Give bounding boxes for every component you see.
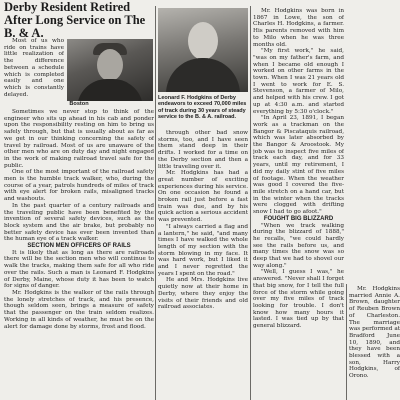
paragraph: "Well, I guess I was," he answered. "Never shall I forget that big snow, for I tell the full force of the storm while going over my five miles of track looking for trouble. I don't know how many hours it lasted. I was tied up by that general blizzard.: [253, 269, 344, 330]
paragraph: Sometimes we never stop to think of the engineer who sits up ahead in his cab and ponder upon the responsibility resting on him to bring us safely through, but that is usually about as far as we get in our thinking concerning the safety of travel by railroad. Most of us are unaware of the other men who are on duty day and night engaged in the work of making railroad travel safe for the public.: [4, 109, 154, 169]
paragraph: It is likely that as long as there are railroads there will be the section men who will continue to walk the tracks, making them safe for all who ride over the rails. Such a man is Leonard F. Hodgkins of Derby, Maine, whose duty it has been to watch for signs of danger.: [4, 249, 154, 290]
paragraph: "My first work," he said, "was on my father's farm, and when I became old enough I worked on other farms in the town. When I was 21 years old I went to work for E. S. Stevenson, a farmer of Milo, and helped with his crew. I got up at 4:30 a.m. and started everything by 5:30 o'clock.": [253, 48, 344, 115]
portrait-photo-left: [67, 39, 153, 101]
section-subhead: FOUGHT BIG BLIZZARD: [263, 215, 334, 222]
photo-caption-right: Leonard F. Hodgkins of Derby endeavors to exceed 70,000 miles of track during 30 years of steady service to the B. & A. railroad.: [158, 95, 247, 121]
paragraph: One of the most important of the railroad safety men is the humble track walker, who, during the course of a year, patrols hundreds of miles of track with eye alert for broken rails, misaligned tracks and washouts.: [4, 169, 154, 203]
paragraph: Mr. Hodgkins has had a great number of exciting experiences during his service. On one occasion he found a broken rail just before a fast train was due, and by his quick action a serious accident was prevented.: [158, 170, 248, 224]
article-column-4: [349, 286, 400, 400]
photo-caption-left: Boston: [69, 101, 89, 107]
column-rule: [250, 6, 251, 400]
portrait-photo-right: [158, 8, 248, 92]
column-rule: [155, 6, 156, 400]
paragraph: Most of us who ride on trains have little realization of the difference between a schedule which is completed easily and one which is constantly delayed.: [4, 38, 64, 98]
paragraph: "I always carried a flag and a lantern," he said, "and many times I have walked the whole length of my section with the storm blowing in my face. It was hard work, but I liked it and I never regretted the years I spent on the road.": [158, 223, 248, 277]
section-subhead: SECTION MEN OFFICERS OF RAILS: [27, 243, 131, 250]
paragraph: He and Mrs. Hodgkins live quietly now at their home in Derby, where they enjoy the visits of their friends and old railroad associates.: [158, 277, 248, 311]
paragraph: "In April 23, 1891, I began work as a trackman on the Bangor & Piscataquis railroad, which was later absorbed by the Bangor & Aroostook. My job was to inspect five miles of track each day, and for 33 years, until my retirement, I did my daily stint of five miles of footage. When the weather was good I covered the five-mile stretch on a hand car, but in the winter when the tracks were clogged with drifting snow I had to go afoot.": [253, 115, 344, 216]
paragraph: "When we track walking during the blizzard of 1888," he recalls, "we could hardly see the rails before us, and many times the snow was so deep that we had to shovel our way along.": [253, 222, 344, 269]
paragraph: In the past quarter of a century railroads and the traveling public have been benefited by the invention of several safety devices, such as the block system and the air brake, but probably no better safety device has ever been invented than the human eye of a track walker.: [4, 202, 154, 243]
paragraph: through other bad snow storms, too, and I have seen them stand deep in their drifts. I worked for a time on the Derby section and then a little traveling over it.: [158, 130, 248, 170]
article-column-3: [253, 8, 344, 400]
article-column-2: [158, 130, 248, 400]
column-rule: [346, 284, 347, 400]
article-headline: Derby Resident Retired After Long Service on The B. & A.: [4, 0, 146, 40]
paragraph: Mr. Hodgkins married Annie A. Brown, daughter of Reuben Brown of Charleston. The marriage was performed at Bradford June 10, 1890, and they have been blessed with a son, Harry Hodgkins, of Orono.: [349, 286, 400, 380]
article-column-intro: [4, 38, 64, 104]
article-column-1: [4, 109, 154, 400]
paragraph: Mr. Hodgkins is the walker of the rails through the lonely stretches of track, and his presence, though seldom seen, brings a measure of safety that the passenger on the train seldom realizes. Working in all kinds of weather, he must be on the alert for damage done by storms, frost and flood.: [4, 289, 154, 330]
paragraph: Mr. Hodgkins was born in 1867 in Lowe, the son of Charles H. Hodgkins, a farmer. His parents removed with him to Milo when he was three months old.: [253, 8, 344, 48]
